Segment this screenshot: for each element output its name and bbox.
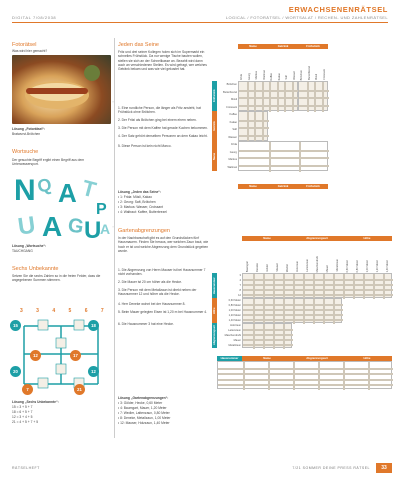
number-0: 3 [20, 308, 29, 314]
garten-side-hausnummer: Hausnummer [212, 273, 217, 298]
column-divider [114, 38, 115, 438]
jeden-col-2: Markus [255, 71, 259, 80]
garten-solution-3: • 8: Deneke, Metallzaun, 1,00 Meter [118, 416, 171, 420]
letter-3: T [79, 174, 99, 203]
jeden-solution-3: • 4: Waltraut: Kaffee, Butterbrezel [118, 210, 167, 214]
jeden-side-fruehstueck: Frühstück [212, 81, 217, 111]
grid-line [239, 165, 329, 167]
jeden-name-row-0: Frida [231, 143, 237, 147]
jeden-row-3: Croissant [226, 105, 237, 109]
photo-credit: © [112, 100, 114, 102]
jeden-side-name: Name [212, 141, 217, 171]
jeden-grid-a [238, 81, 298, 111]
sum-circle-2: 12 [30, 350, 41, 361]
jeden-side-getraenk: Getränk [212, 111, 217, 141]
letter-collage [12, 172, 111, 241]
garten-grid-c [242, 323, 292, 348]
issue-label: DIGITAL 7/08/2038 [12, 15, 57, 20]
jeden-head-name: Name [238, 44, 268, 49]
jeden-col-0: Frida [240, 74, 244, 80]
garten-row-6: 0,80 Meter [228, 303, 241, 307]
jeden-row-2: Müsli [230, 98, 237, 102]
grid-line [239, 90, 299, 92]
sechs-number-row [20, 308, 110, 315]
jeden-clue-3: 4. Der Satz gehört denselben Personen an dem Kakao leicht. [118, 134, 208, 138]
number-1: 3 [36, 308, 45, 314]
garten-solution-0: • 3: Gölder, Hecke, 0,60 Meter [118, 401, 163, 405]
jeden-col-3: Waltraut [262, 70, 266, 80]
grid-line [243, 329, 293, 331]
fotoraetsel-solution: Bratwurst-Brötchen [12, 132, 41, 136]
garten-column-headers [242, 241, 392, 273]
fotoraetsel-photo [12, 55, 111, 124]
grid-line [243, 289, 393, 291]
grid-line [243, 309, 343, 311]
sechs-text: Setzen Sie die sechs Zahlen so in die freien Felder, dass die angegebenen Summen stimmen. [12, 274, 101, 283]
sechs-solution-label: Lösung „Sechs Unbekannte“: [12, 400, 59, 404]
garten-row-4: 12 [238, 293, 241, 297]
jeden-head-getraenk: Getränk [268, 44, 298, 49]
sum-circle-4: 20 [10, 366, 21, 377]
jeden-row-7: Wasser [228, 135, 237, 139]
page-title: ERWACHSENENRÄTSEL [288, 5, 388, 14]
jeden-clue-4: 5. Diese Person ist kein nicht Marco. [118, 144, 172, 148]
garten-col-13: 1,20 Meter [375, 259, 379, 272]
letter-9: A [100, 221, 111, 237]
jeden-solution-0: • 1: Frida: Müsli, Kakao [118, 195, 152, 199]
sechs-solution-0: 15 = 3 + 5 + 7 [12, 405, 33, 409]
sum-circle-1: 18 [88, 320, 99, 331]
wortsuche-solution: TAUCHGANG [12, 249, 33, 253]
sechs-title: Sechs Unbekannte [12, 266, 59, 272]
garten-row-2: 7 [239, 283, 241, 287]
garten-side-hoehe: Höhe [212, 298, 217, 323]
jeden-clue-1: 2. Der Fritzi als Brötchen ging bei einem ehem neben. [118, 118, 197, 122]
grid-line [239, 150, 329, 152]
jeden-col-1: Georg [247, 72, 251, 80]
jeden-title: Jeden das Seine [118, 42, 159, 48]
jeden-row-4: Kaffee [229, 113, 237, 117]
page-number: 33 [376, 463, 392, 473]
jeden-row-0: Brötchen [226, 83, 237, 87]
grid-line [243, 334, 293, 336]
jeden-col-11: Croissant [322, 69, 326, 80]
jeden-solution-grid [238, 141, 328, 171]
number-2: 4 [52, 308, 62, 314]
jeden-grid-b [298, 81, 328, 111]
grid-line [239, 127, 269, 129]
garten-col-9: Metallzaun [335, 259, 339, 272]
garten-col-3: Mauser [275, 263, 279, 272]
jeden-grid-c [238, 111, 268, 141]
garten-bottom-head-2: Abgrenzungsart [292, 356, 342, 361]
grid-line [243, 314, 343, 316]
garten-clue-0: 1. Die Abgrenzung von Herrn Mauser ist bei Hausnummer 7 nicht vorhanden. [118, 268, 206, 277]
garten-head-hoehe: Höhe [342, 236, 392, 241]
garten-row-13: Mauer [233, 338, 241, 342]
sechs-solution-1: 18 = 6 + 5 + 7 [12, 410, 33, 414]
grid-line [243, 339, 293, 341]
garten-clue-5: 6. Die Hausnummer 3 hat eine Hecke. [118, 322, 174, 326]
garten-col-8: Mauer [325, 264, 329, 272]
garten-grid-a [239, 273, 392, 298]
garten-solution-1: • 4: Baumgart, Mauer, 1,20 Meter [118, 406, 167, 410]
fotoraetsel-solution-label: Lösung „Fotorätsel“: [12, 127, 46, 131]
wortsuche-solution-label: Lösung „Wortsuche“: [12, 244, 47, 248]
grid-line [243, 304, 343, 306]
garten-solution-4: • 12: Mauser, Holzzaun, 1,40 Meter [118, 421, 170, 425]
garten-col-14: 1,40 Meter [385, 259, 389, 272]
footer-brand: RÄTSELHEFT [12, 466, 40, 471]
jeden-name-row-1: Georg [229, 150, 237, 154]
garten-clue-4: 5. Beim Mauer gelegten Eisen ist 1,20 m bei Hausnummer 4. [118, 310, 208, 314]
header-divider [12, 22, 388, 23]
jeden-col-4: Kaffee [270, 72, 274, 80]
grid-line [218, 379, 393, 381]
letter-7: G [66, 214, 86, 239]
garten-col-7: Maschendraht [315, 255, 319, 272]
grid-line [239, 157, 329, 159]
wortsuche-credit: © [112, 225, 114, 227]
garten-clue-3: 4. Herr Deneke wohnt bei der Hausnummer 8. [118, 302, 186, 306]
garten-row-10: Holzzaun [230, 323, 241, 327]
letter-1: Q [35, 174, 54, 197]
grid-line [239, 105, 299, 107]
garten-row-11: Lattenzaun [228, 328, 241, 332]
jeden-bottom-head-2: Frühstück [298, 184, 328, 189]
grid-line [239, 97, 299, 99]
wortsuche-text: Der gesuchte Begriff ergibt einen Begriff aus dem Unterwassersport. [12, 158, 85, 167]
garten-head-abgrenzung: Abgrenzungsart [292, 236, 342, 241]
category-label: LOGICAL / FOTORÄTSEL / WORTSALAT / RECHEN- UND ZAHLENRÄTSEL [225, 15, 388, 20]
garten-grid-b [242, 298, 342, 323]
jeden-col-9: Butterbrezel [307, 66, 311, 80]
garten-col-0: Baumgart [245, 260, 249, 272]
grid-line [218, 373, 393, 375]
garten-side-abgrenzung: Abgrenzungsart [212, 323, 217, 348]
garten-row-12: Maschendraht [224, 333, 241, 337]
garten-col-11: 0,80 Meter [355, 259, 359, 272]
sum-circle-5: 12 [88, 366, 99, 377]
fotoraetsel-question: Was wird hier gemacht? [12, 49, 48, 53]
sum-circle-3: 17 [70, 350, 81, 361]
garten-row-labels [217, 273, 242, 348]
sum-circle-6: 7 [22, 384, 33, 395]
garten-col-4: Wedler [285, 263, 289, 272]
number-4: 6 [84, 308, 94, 314]
jeden-row-labels [217, 81, 238, 141]
garten-col-6: Lattenzaun [305, 259, 309, 272]
garten-col-12: 1,00 Meter [365, 259, 369, 272]
jeden-row-5: Kakao [229, 120, 237, 124]
footer-issue: 7/21 SOMMER DEINE PRESS RÄTSEL [292, 466, 370, 471]
letter-0: N [14, 174, 36, 207]
garten-row-3: 8 [239, 288, 241, 292]
letter-2: A [58, 178, 77, 208]
jeden-solution-label: Lösung „Jeden das Seine“: [118, 190, 162, 194]
jeden-row-1: Butterbrezel [223, 90, 237, 94]
garten-bottom-head-0: Hausnummer [217, 356, 242, 361]
jeden-bottom-head-1: Getränk [268, 184, 298, 189]
jeden-solution-1: • 2: Georg: Saft, Brötchen [118, 200, 156, 204]
jeden-head-fruehstueck: Frühstück [298, 44, 328, 49]
jeden-col-6: Saft [285, 75, 289, 80]
jeden-bottom-head-0: Name [238, 184, 268, 189]
number-5: 7 [100, 308, 110, 314]
garten-solution-grid [217, 361, 392, 389]
garten-row-8: 1,20 Meter [228, 313, 241, 317]
garten-row-9: 1,40 Meter [228, 318, 241, 322]
wortsuche-title: Wortsuche [12, 149, 39, 155]
garten-col-2: Gölder [265, 264, 269, 272]
sum-circle-0: 15 [10, 320, 21, 331]
garten-title: Gartenabgrenzungen [118, 228, 170, 234]
grid-line [239, 135, 269, 137]
bread-icon [12, 55, 111, 124]
grid-line [299, 97, 329, 99]
garten-solution-2: • 7: Wedler, Lattenzaun, 0,80 Meter [118, 411, 170, 415]
jeden-name-row-2: Markus [228, 158, 237, 162]
garten-col-10: 0,60 Meter [345, 259, 349, 272]
garten-head-name: Name [242, 236, 292, 241]
fotoraetsel-title: Fotorätsel [12, 42, 37, 48]
grid-line [243, 279, 393, 281]
letter-8: U [84, 217, 102, 241]
jeden-col-10: Müsli [315, 73, 319, 80]
garten-row-1: 4 [239, 278, 241, 282]
grid-line [243, 319, 343, 321]
grid-line [243, 294, 393, 296]
garten-row-14: Metallzaun [228, 343, 241, 347]
letter-6: A [42, 211, 63, 241]
letter-4: P [96, 201, 107, 218]
number-3: 5 [68, 308, 78, 314]
grid-line [243, 284, 393, 286]
garten-row-0: 3 [239, 273, 241, 277]
garten-bottom-head-1: Name [242, 356, 292, 361]
grid-line [299, 90, 329, 92]
garten-col-1: Deneke [255, 263, 259, 272]
wortsuche-letters [12, 172, 111, 241]
garten-clue-2: 3. Die Person mit dem Metallzaun ist direkt neben der Hausnummer 12 und höher als die Hecke. [118, 288, 197, 297]
grid-line [299, 105, 329, 107]
grid-line [218, 384, 393, 386]
jeden-solution-2: • 3: Markus: Wasser, Croissant [118, 205, 164, 209]
jeden-col-8: Brötchen [300, 69, 304, 80]
sum-circle-7: 21 [74, 384, 85, 395]
jeden-col-5: Kakao [277, 72, 281, 80]
grid-line [218, 368, 393, 370]
jeden-clue-2: 3. Die Person mit dem Kaffee hat gerade Kuchen bekommen. [118, 126, 208, 130]
sechs-solution-3: 21 = 4 + 5 + 7 + 5 [12, 420, 39, 424]
garten-row-7: 1,00 Meter [228, 308, 241, 312]
jeden-col-7: Wasser [292, 71, 296, 80]
garten-bottom-head-3: Höhe [342, 356, 392, 361]
garten-row-5: 0,60 Meter [228, 298, 241, 302]
garten-solution-label: Lösung „Gartenabgrenzungen“: [118, 396, 169, 400]
garten-clue-1: 2. Die Mauer ist 20 cm höher als die Hecke. [118, 280, 182, 284]
jeden-name-row-3: Waltraut [227, 165, 237, 169]
jeden-row-labels-2 [217, 141, 238, 171]
jeden-intro: Fritz und drei seiner Kollegen holen sich im Supermarkt ein schnelles Frühstück. Da nur wenige Tische bauten wollen, stellen sie sich an der Schnellkasse an. Bezahlt wird dann auch an verschiedenen Stellen. Es wird gefragt, wer welches Getränk bekam und was wie viel gekostet hat. [118, 50, 207, 72]
sechs-solution-2: 12 = 3 + 4 + 5 [12, 415, 33, 419]
letter-5: U [16, 211, 38, 241]
garten-col-5: Holzzaun [295, 261, 299, 272]
grid-line [239, 120, 269, 122]
grid-line [243, 344, 293, 346]
jeden-clue-0: 1. Eine rundliche Person, die länger als Fritz ansteht, hat Frühstück ohne Brötchen. [118, 106, 201, 115]
jeden-row-6: Saft [232, 128, 237, 132]
jeden-column-headers [238, 49, 328, 81]
garten-intro: In der Nachbarschaft gibt es auf den Grundstücken fünf Hausmauern. Finden Sie heraus, wer welchen Zaun baut, wie hoch er ist und welche Abgrenzung dem Grundstück gegeben wurde. [118, 236, 209, 253]
